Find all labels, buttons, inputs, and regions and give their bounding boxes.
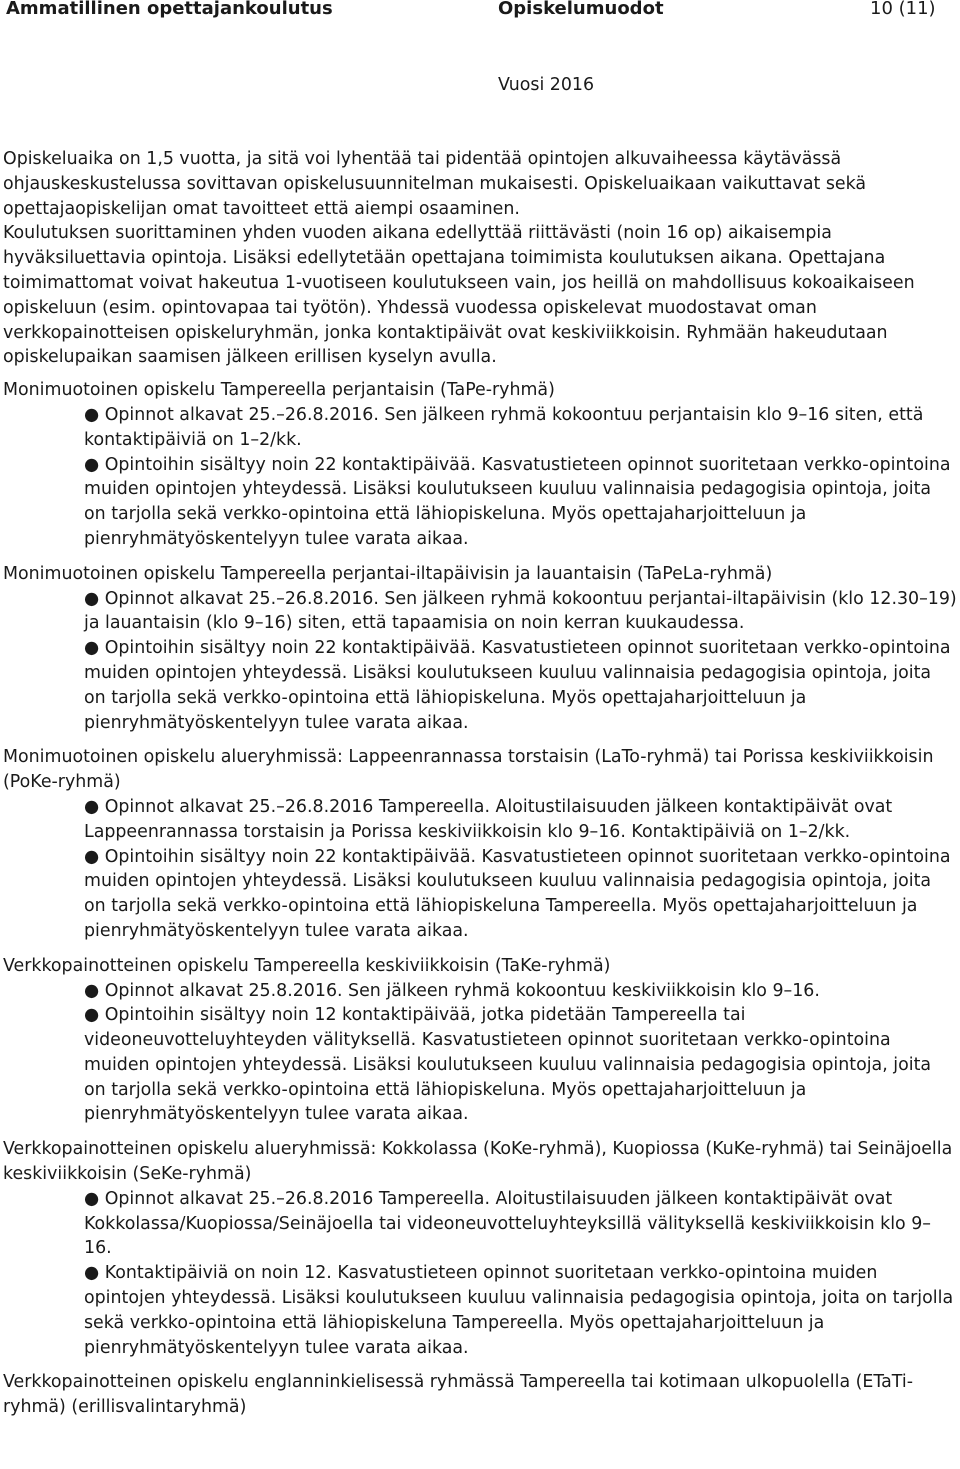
- section-title: Verkkopainotteinen opiskelu englanninkielisessä ryhmässä Tampereella tai kotimaan ulkopuolella (ETaTi-ryhmä) (erillisvalintaryhmä): [3, 1372, 913, 1418]
- bullet-item: ● Kontaktipäiviä on noin 12. Kasvatustieteen opinnot suoritetaan verkko-opintoina muiden opintojen yhteydessä. Lisäksi koulutukseen kuuluu valinnaisia pedagogisia opintoja, joita on tarjolla sekä verkko-opintoina että lähiopiskeluna Tampereella. Myös opettajaharjoitteluun ja pienryhmätyöskentelyyn tulee varata aikaa.: [84, 1263, 954, 1358]
- section-title: Monimuotoinen opiskelu alueryhmissä: Lappeenrannassa torstaisin (LaTo-ryhmä) tai Porissa keskiviikkoisin (PoKe-ryhmä): [3, 747, 934, 793]
- bullet-item: ● Opinnot alkavat 25.–26.8.2016. Sen jälkeen ryhmä kokoontuu perjantai-iltapäivisin (klo 12.30–19) ja lauantaisin (klo 9–16) siten, että tapaamisia on noin kerran kuukaudessa.: [84, 588, 957, 634]
- intro-paragraph: Opiskeluaika on 1,5 vuotta, ja sitä voi lyhentää tai pidentää opintojen alkuvaiheessa käytävässä ohjauskeskustelussa sovittavan opiskelusuunnitelman mukaisesti. Opiskeluaikaan vaikuttavat sekä opettajaopiskelijan omat tavoitteet että aiempi osaaminen.: [3, 149, 866, 219]
- page-header: [0, 0, 960, 26]
- study-mode-section: [3, 378, 958, 552]
- bullet-item: ● Opinnot alkavat 25.–26.8.2016 Tampereella. Aloitustilaisuuden jälkeen kontaktipäivät ovat Kokkolassa/Kuopiossa/Seinäjoella tai videoneuvotteluyhteyksillä välityksellä keskiviikkoisin klo 9–16.: [84, 1188, 931, 1259]
- intro-paragraph: Koulutuksen suorittaminen yhden vuoden aikana edellyttää riittävästi (noin 16 op) aikaisempia hyväksiluettavia opintoja. Lisäksi edellytetään opettajana toimimista koulutuksen aikana. Opettajana toimimattomat voivat hakeutua 1-vuotiseen koulutukseen vain, jos heillä on mahdollisuus kokoaikaiseen opiskeluun (esim. opintovapaa tai työtön). Yhdessä vuodessa opiskelevat muodostavat oman verkkopainotteisen opiskeluryhmän, jonka kontaktipäivät ovat keskiviikkoisin. Ryhmään hakeudutaan opiskelupaikan saamisen jälkeen erillisen kyselyn avulla.: [3, 223, 915, 368]
- bullet-item: ● Opintoihin sisältyy noin 22 kontaktipäivää. Kasvatustieteen opinnot suoritetaan verkko-opintoina muiden opintojen yhteydessä. Lisäksi koulutukseen kuuluu valinnaisia pedagogisia opintoja, joita on tarjolla sekä verkko-opintoina että lähiopiskeluna Tampereella. Myös opettajaharjoitteluun ja pienryhmätyöskentelyyn tulee varata aikaa.: [84, 846, 951, 941]
- section-title: Monimuotoinen opiskelu Tampereella perjantaisin (TaPe-ryhmä): [3, 380, 555, 401]
- bullet-item: ● Opinnot alkavat 25.8.2016. Sen jälkeen ryhmä kokoontuu keskiviikkoisin klo 9–16.: [84, 980, 820, 1001]
- bullet-item: ● Opintoihin sisältyy noin 22 kontaktipäivää. Kasvatustieteen opinnot suoritetaan verkko-opintoina muiden opintojen yhteydessä. Lisäksi koulutukseen kuuluu valinnaisia pedagogisia opintoja, joita on tarjolla sekä verkko-opintoina että lähiopiskeluna. Myös opettajaharjoitteluun ja pienryhmätyöskentelyyn tulee varata aikaa.: [84, 454, 951, 549]
- study-mode-section: [3, 1137, 958, 1360]
- section-title: Monimuotoinen opiskelu Tampereella perjantai-iltapäivisin ja lauantaisin (TaPeLa-ryhmä): [3, 563, 773, 584]
- header-institution: Ammatillinen opettajankoulutus: [6, 0, 333, 19]
- section-title: Verkkopainotteinen opiskelu alueryhmissä: Kokkolassa (KoKe-ryhmä), Kuopiossa (KuKe-ryhmä) tai Seinäjoella keskiviikkoisin (SeKe-ryhmä): [3, 1139, 953, 1185]
- bullet-item: ● Opinnot alkavat 25.–26.8.2016 Tampereella. Aloitustilaisuuden jälkeen kontaktipäivät ovat Lappeenrannassa torstaisin ja Porissa keskiviikkoisin klo 9–16. Kontaktipäiviä on 1–2/kk.: [84, 796, 893, 842]
- study-mode-section: [3, 954, 958, 1128]
- header-section-title: Opiskelumuodot: [498, 0, 664, 19]
- bullet-item: ● Opinnot alkavat 25.–26.8.2016. Sen jälkeen ryhmä kokoontuu perjantaisin klo 9–16 siten, että kontaktipäiviä on 1–2/kk.: [84, 404, 924, 450]
- document-year: Vuosi 2016: [498, 75, 595, 95]
- bullet-item: ● Opintoihin sisältyy noin 12 kontaktipäivää, jotka pidetään Tampereella tai videoneuvotteluyhteyden välityksellä. Kasvatustieteen opinnot suoritetaan verkko-opintoina muiden opintojen yhteydessä. Lisäksi koulutukseen kuuluu valinnaisia pedagogisia opintoja, joita on tarjolla sekä verkko-opintoina että lähiopiskeluna. Myös opettajaharjoitteluun ja pienryhmätyöskentelyyn tulee varata aikaa.: [84, 1005, 932, 1125]
- bullet-item: ● Opintoihin sisältyy noin 22 kontaktipäivää. Kasvatustieteen opinnot suoritetaan verkko-opintoina muiden opintojen yhteydessä. Lisäksi koulutukseen kuuluu valinnaisia pedagogisia opintoja, joita on tarjolla sekä verkko-opintoina että lähiopiskeluna. Myös opettajaharjoitteluun ja pienryhmätyöskentelyyn tulee varata aikaa.: [84, 638, 951, 733]
- study-mode-section: [3, 562, 958, 736]
- document-body: [3, 147, 958, 1420]
- section-title: Verkkopainotteinen opiskelu Tampereella keskiviikkoisin (TaKe-ryhmä): [3, 955, 611, 976]
- study-mode-section: [3, 745, 958, 943]
- study-mode-section: [3, 1370, 958, 1420]
- header-page-number: 10 (11): [870, 0, 936, 19]
